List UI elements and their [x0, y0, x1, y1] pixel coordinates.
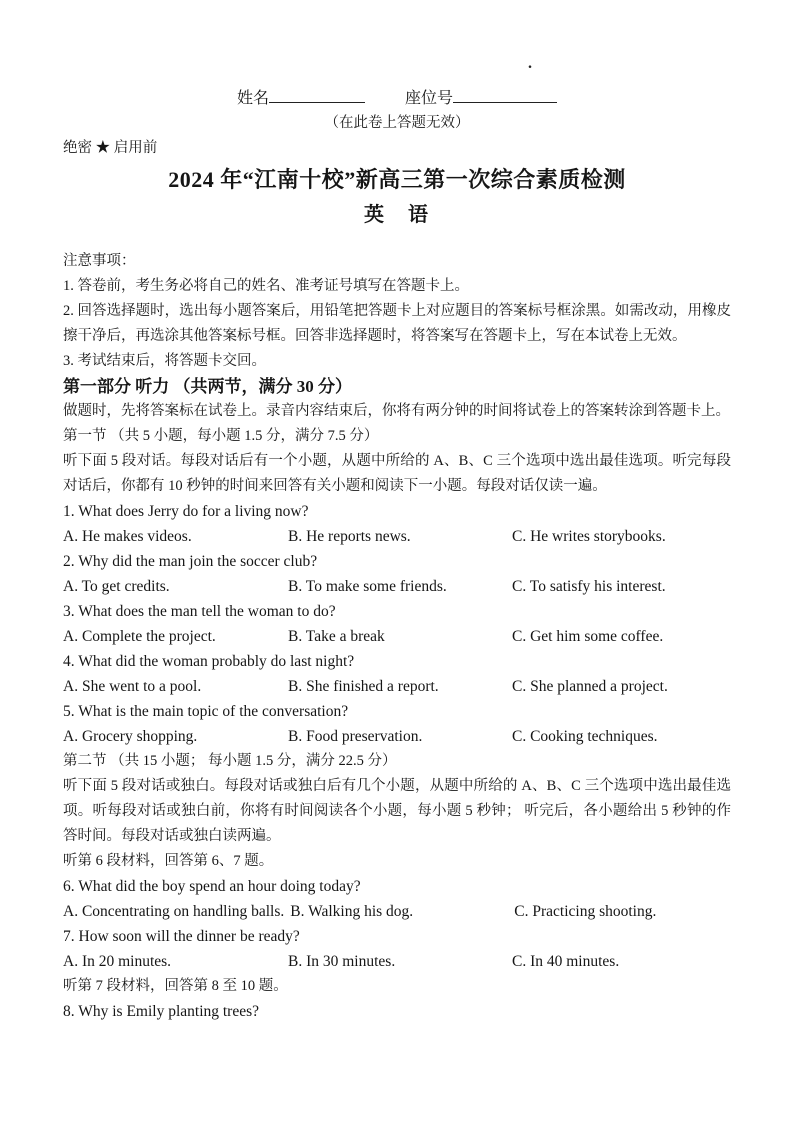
question-1-options	[63, 524, 731, 549]
name-seat-line	[63, 0, 731, 111]
section2-heading: 第二节 （共 15 小题； 每小题 1.5 分，满分 22.5 分）	[63, 753, 397, 769]
notice-item-3: 3. 考试结束后，将答题卡交回。	[63, 353, 266, 369]
part1-intro: 做题时，先将答案标在试卷上。录音内容结束后，你将有两分钟的时间将试卷上的答案转涂到答题卡上。	[63, 403, 730, 419]
option-4a: A. She went to a pool.	[63, 678, 202, 695]
question-7-options	[63, 949, 731, 974]
question-3-options	[63, 624, 731, 649]
seat-label: 座位号	[405, 90, 454, 107]
secrecy-label: 绝密 ★ 启用前	[63, 140, 158, 156]
section1-intro: 听下面 5 段对话。每段对话后有一个小题，从题中所给的 A、B、C 三个选项中选出最佳选项。听完每段对话后，你都有 10 秒钟的时间来回答有关小题和阅读下一小题。每段对话仅读一遍。	[63, 453, 731, 494]
question-6-options	[63, 899, 731, 924]
option-6a: A. Concentrating on handling balls.	[63, 903, 285, 920]
question-8-text: 8. Why is Emily planting trees?	[63, 1003, 260, 1020]
material-7-note: 听第 7 段材料，回答第 8 至 10 题。	[63, 978, 288, 994]
name-blank-field	[269, 87, 365, 103]
question-3-text: 3. What does the man tell the woman to do?	[63, 603, 336, 620]
option-1c: C. He writes storybooks.	[512, 528, 666, 545]
option-3b: B. Take a break	[288, 628, 385, 645]
option-2c: C. To satisfy his interest.	[512, 578, 666, 595]
exam-title: 2024 年“江南十校”新高三第一次综合素质检测	[168, 167, 626, 192]
option-5c: C. Cooking techniques.	[512, 728, 658, 745]
question-6-text: 6. What did the boy spend an hour doing today?	[63, 878, 361, 895]
option-2b: B. To make some friends.	[288, 578, 447, 595]
question-2-text: 2. Why did the man join the soccer club?	[63, 553, 318, 570]
option-6b: B. Walking his dog.	[290, 903, 414, 920]
option-4b: B. She finished a report.	[288, 678, 439, 695]
question-7-text: 7. How soon will the dinner be ready?	[63, 928, 300, 945]
question-5-text: 5. What is the main topic of the conversation?	[63, 703, 349, 720]
section2-intro: 听下面 5 段对话或独白。每段对话或独白后有几个小题，从题中所给的 A、B、C 三个选项中选出最佳选项。听每段对话或独白前，你将有时间阅读各个小题，每小题 5 秒钟； 听完后，各小题给出 5 秒钟的作答时间。每段对话或独白读两遍。	[63, 778, 731, 844]
option-4c: C. She planned a project.	[512, 678, 668, 695]
part1-heading: 第一部分 听力 （共两节，满分 30 分）	[63, 377, 352, 396]
question-1-text: 1. What does Jerry do for a living now?	[63, 503, 309, 520]
question-2-options	[63, 574, 731, 599]
option-6c: C. Practicing shooting.	[514, 903, 657, 920]
option-1b: B. He reports news.	[288, 528, 411, 545]
option-7b: B. In 30 minutes.	[288, 953, 396, 970]
question-4-text: 4. What did the woman probably do last night?	[63, 653, 355, 670]
subject-title: 英 语	[364, 204, 430, 226]
option-5a: A. Grocery shopping.	[63, 728, 198, 745]
notice-item-2: 2. 回答选择题时，选出每小题答案后，用铅笔把答题卡上对应题目的答案标号框涂黑。如需改动，用橡皮擦干净后，再选涂其他答案标号框。回答非选择题时，将答案写在答题卡上，写在本试卷上无效。	[63, 303, 731, 344]
seat-blank-field	[453, 87, 557, 103]
option-3a: A. Complete the project.	[63, 628, 216, 645]
option-3c: C. Get him some coffee.	[512, 628, 664, 645]
notice-item-1: 1. 答卷前，考生务必将自己的姓名、准考证号填写在答题卡上。	[63, 278, 469, 294]
stray-ink-dot: .	[528, 55, 532, 72]
question-5-options	[63, 724, 731, 749]
option-2a: A. To get credits.	[63, 578, 170, 595]
option-5b: B. Food preservation.	[288, 728, 423, 745]
option-1a: A. He makes videos.	[63, 528, 192, 545]
material-6-note: 听第 6 段材料，回答第 6、7 题。	[63, 853, 274, 869]
section1-heading: 第一节 （共 5 小题，每小题 1.5 分，满分 7.5 分）	[63, 428, 379, 444]
question-4-options	[63, 674, 731, 699]
notice-heading: 注意事项：	[63, 253, 136, 269]
name-label: 姓名	[236, 90, 269, 107]
option-7c: C. In 40 minutes.	[512, 953, 620, 970]
option-7a: A. In 20 minutes.	[63, 953, 172, 970]
invalid-answer-note: （在此卷上答题无效）	[324, 115, 470, 131]
